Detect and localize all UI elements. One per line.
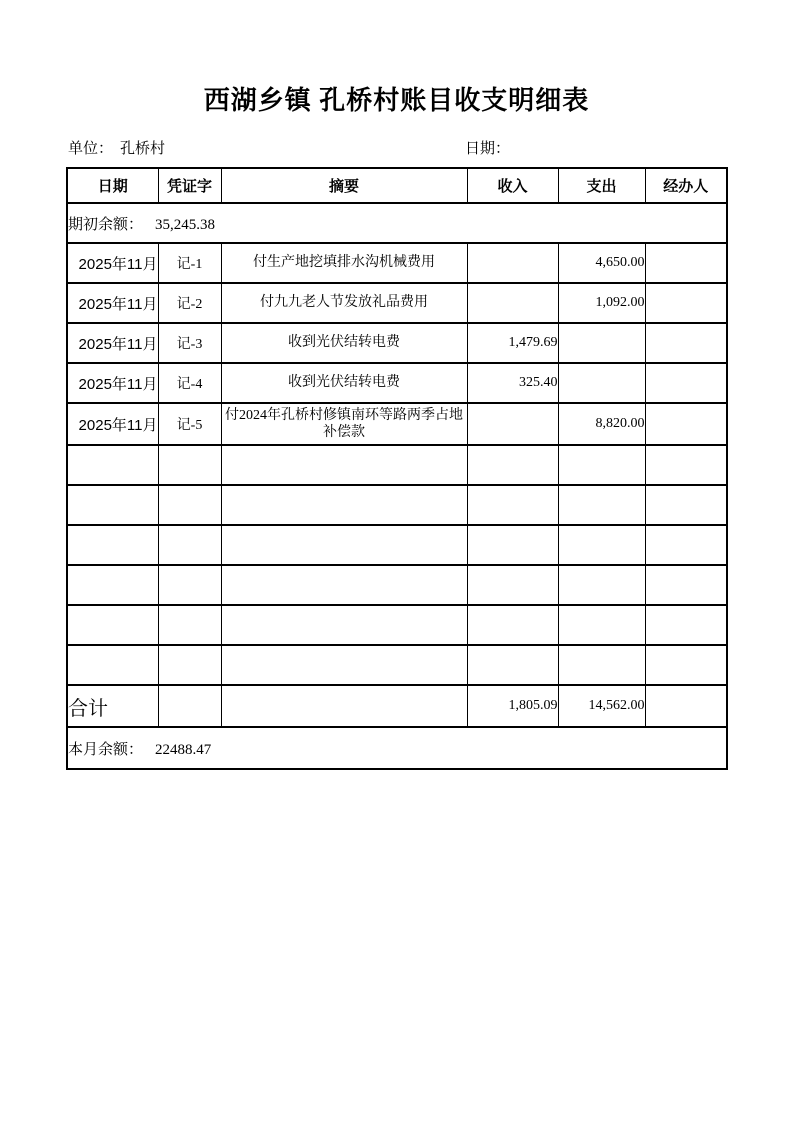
summary-cell: 付2024年孔桥村修镇南环等路两季占地补偿款 [221, 403, 467, 445]
income-cell [467, 283, 558, 323]
date-cell: 2025年11月 [67, 403, 158, 445]
account-table [66, 167, 728, 770]
header-summary: 摘要 [221, 168, 467, 203]
summary-cell: 收到光伏结转电费 [221, 323, 467, 363]
income-cell [467, 243, 558, 283]
empty-row [67, 485, 727, 525]
page-title: 西湖乡镇 孔桥村账目收支明细表 [203, 86, 590, 115]
total-voucher-cell [158, 685, 221, 727]
income-cell: 325.40 [467, 363, 558, 403]
month-balance-label: 本月余额： [68, 741, 144, 758]
meta-line [0, 137, 793, 157]
voucher-cell: 记-1 [158, 243, 221, 283]
opening-balance-cell [67, 203, 727, 243]
empty-row [67, 445, 727, 485]
voucher-cell: 记-3 [158, 323, 221, 363]
header-expense: 支出 [558, 168, 645, 203]
expense-cell: 4,650.00 [558, 243, 645, 283]
month-balance-row [67, 727, 727, 769]
handler-cell [645, 363, 727, 403]
header-income: 收入 [467, 168, 558, 203]
table-row [67, 243, 727, 283]
empty-row [67, 605, 727, 645]
total-expense: 14,562.00 [558, 685, 645, 727]
header-voucher: 凭证字 [158, 168, 221, 203]
handler-cell [645, 283, 727, 323]
income-cell [467, 403, 558, 445]
month-balance-cell [67, 727, 727, 769]
total-income: 1,805.09 [467, 685, 558, 727]
expense-cell: 1,092.00 [558, 283, 645, 323]
voucher-cell: 记-4 [158, 363, 221, 403]
opening-balance-label: 期初余额： [68, 216, 144, 233]
empty-row [67, 565, 727, 605]
handler-cell [645, 323, 727, 363]
handler-cell [645, 403, 727, 445]
income-cell: 1,479.69 [467, 323, 558, 363]
summary-cell: 付九九老人节发放礼品费用 [221, 283, 467, 323]
opening-balance-row [67, 203, 727, 243]
total-label: 合计 [67, 685, 158, 727]
date-label: 日期： [465, 141, 511, 157]
date-cell: 2025年11月 [67, 243, 158, 283]
total-row [67, 685, 727, 727]
total-summary-cell [221, 685, 467, 727]
header-row [67, 168, 727, 203]
date-cell: 2025年11月 [67, 323, 158, 363]
month-balance-value: 22488.47 [155, 741, 212, 758]
header-handler: 经办人 [645, 168, 727, 203]
header-date: 日期 [67, 168, 158, 203]
summary-cell: 收到光伏结转电费 [221, 363, 467, 403]
unit-value: 孔桥村 [120, 141, 166, 157]
total-handler-cell [645, 685, 727, 727]
empty-row [67, 645, 727, 685]
empty-row [67, 525, 727, 565]
expense-cell [558, 363, 645, 403]
expense-cell [558, 323, 645, 363]
voucher-cell: 记-5 [158, 403, 221, 445]
table-row [67, 323, 727, 363]
expense-cell: 8,820.00 [558, 403, 645, 445]
opening-balance-value: 35,245.38 [155, 216, 216, 233]
voucher-cell: 记-2 [158, 283, 221, 323]
date-cell: 2025年11月 [67, 363, 158, 403]
unit-label: 单位： [68, 141, 114, 157]
handler-cell [645, 243, 727, 283]
table-row [67, 403, 727, 445]
table-row [67, 363, 727, 403]
table-row [67, 283, 727, 323]
summary-cell: 付生产地挖填排水沟机械费用 [221, 243, 467, 283]
date-cell: 2025年11月 [67, 283, 158, 323]
